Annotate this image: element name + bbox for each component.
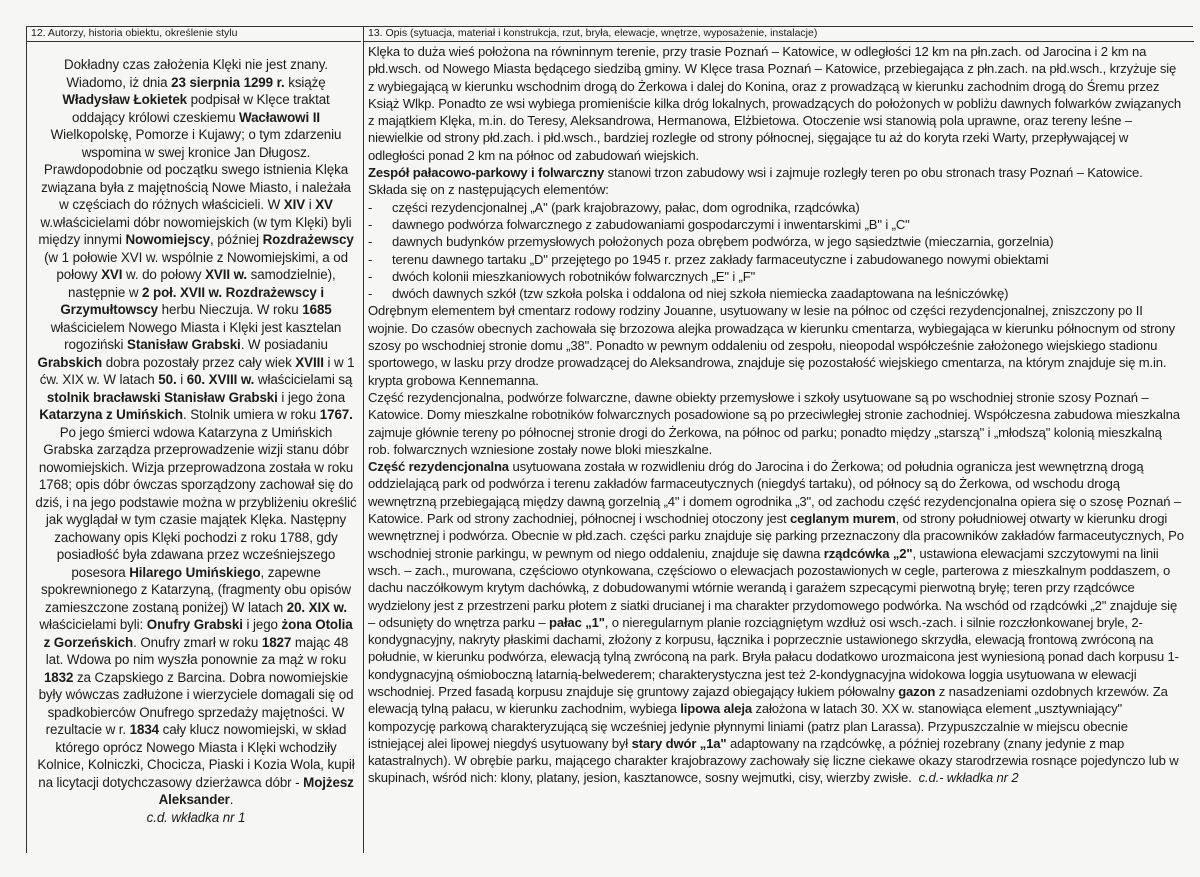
description-column — [363, 27, 1194, 853]
list-item: - części rezydencjonalnej „A" (park krajobrazowy, pałac, dom ogrodnika, rządcówka) — [368, 199, 1184, 216]
list-item: - dawnego podwórza folwarcznego z zabudowaniami gospodarczymi i inwentarskimi „B" i „C" — [368, 216, 1184, 233]
description-continued-note: c.d.- wkładka nr 2 — [918, 770, 1019, 786]
form-sheet — [26, 26, 1193, 853]
list-item: - dwóch kolonii mieszkaniowych robotników folwarcznych „E" i „F" — [368, 268, 1184, 285]
history-paragraph-2: Prawdopodobnie od początku swego istnienia Klęka związana była z majętnością Nowe Miasto, i należała w częściach do różnych właścicieli. W XIV i XV w.właścicielami dóbr nowomiejskich (w tym Klęki) byli między innymi Nowomiejscy, później Rozdrażewscy (w 1 połowie XVI w. wspólnie z Nowomiejskimi, a od połowy XVI w. do połowy XVII w. samodzielnie), następnie w 2 poł. XVII w. Rozdrażewscy i Grzymułtowscy herbu Nieczuja. W roku 1685 właścicielem Nowego Miasta i Klęki jest kasztelan rogoziński Stanisław Grabski. W posiadaniu Grabskich dobra pozostały przez cały wiek XVIII i w 1 ćw. XIX w. W latach 50. i 60. XVIII w. właścicielami są stolnik bracławski Stanisław Grabski i jego żona Katarzyna z Umińskich. Stolnik umiera w roku 1767. Po jego śmierci wdowa Katarzyna z Umińskich Grabska zarządza przeprowadzenie wizji stanu dóbr nowomiejskich. Wizja przeprowadzona została w roku 1768; opis dóbr ówczas sporządzony zachował się do dziś, i na jego podstawie można w przybliżeniu określić jak wyglądał w tym czasie majątek Klęka. Następny zachowany opis Klęki pochodzi z roku 1788, gdy posiadłość była zdawana przez wcześniejszego posesora Hilarego Umińskiego, zapewne spokrewnionego z Katarzyną, (fragmenty obu opisów zamieszczone zostaną poniżej) W latach 20. XIX w. właścicielami byli: Onufry Grabski i jego żona Otolia z Gorzeńskich. Onufry zmarł w roku 1827 mając 48 lat. Wdowa po nim wyszła ponownie za mąż w roku 1832 za Czapskiego z Barcina. Dobra nowomiejskie były wówczas zadłużone i wierzyciele domagali się od spadkobierców Onufrego sprzedaży majętności. W rezultacie w r. 1834 cały klucz nowomiejski, w skład którego oprócz Nowego Miasta i Klęki wchodziły Kolnice, Kolniczki, Chocicza, Piaski i Kozia Wola, kupił na licytacji dotychczasowy dzierżawca dóbr - Mojżesz Aleksander. — [35, 162, 357, 807]
description-text — [364, 42, 1194, 787]
history-header: 12. Autorzy, historia obiektu, określenie stylu — [27, 27, 361, 42]
history-continued-note: c.d. wkładka nr 1 — [146, 809, 246, 825]
description-zespol: Zespół pałacowo-parkowy i folwarczny stanowi trzon zabudowy wsi i zajmuje rozległy teren po obu stronach trasy Poznań – Katowice. Składa się on z następujących elementów: — [368, 165, 1143, 198]
history-paragraph-1: Dokładny czas założenia Klęki nie jest znany. Wiadomo, iż dnia 23 sierpnia 1299 r. książę Władysław Łokietek podpisał w Klęce traktat oddający królowi czeskiemu Wacławowi II Wielkopolskę, Pomorze i Kujawy; o tym zdarzeniu wspomina w swej kronice Jan Długosz. — [50, 57, 342, 160]
list-item: - dwóch dawnych szkół (tzw szkoła polska i oddalona od niej szkoła niemiecka zaadaptowana na leśniczówkę) — [368, 285, 1184, 302]
description-residential: Część rezydencjonalna usytuowana została w rozwidleniu dróg do Jarocina i do Żerkowa; od południa ogranicza jest wewnętrzną drogą oddzielającą park od podwórza i terenu zakładów farmaceutycznych (niegdyś tartaku), od północy są do Żerkowa, od wschodu drogą wewnętrzną przebiegającą między dawną gorzelnią „4" i domem ogrodnika „3", od zachodu część rezydencjonalna opiera się o szosę Poznań – Katowice. Park od strony zachodniej, północnej i wschodniej otoczony jest ceglanym murem, od strony południowej otwarty w kierunku drogi wewnętrznej i podwórza. Obecnie w płd.zach. części parku znajduje się parking przeznaczony dla pracowników zakładów farmaceutycznych, Po wschodniej stronie parkingu, w pewnym od niego oddaleniu, znajduje się dawna rządcówka „2", ustawiona elewacjami szczytowymi na linii wsch. – zach., murowana, częściowo otynkowana, częściowo o elewacjach pozostawionych w cegle, parterowa z mieszkalnym poddaszem, o dachu naczółkowym krytym dachówką, z dobudowanymi wtórnie werandą i garażem szpecącymi pierwotną bryłę; teren przy rządcówce wydzielony jest z przestrzeni parku płotem z siatki drucianej i ma charakter przydomowego podwórka. Na wschód od rządcówki „2" znajduje się – odsunięty do wnętrza parku – pałac „1", o nieregularnym planie rozciągniętym wzdłuż osi wsch.-zach. i silnie rozczłonkowanej bryle, 2-kondygnacyjny, nakryty płaskimi dachami, złożony z korpusu, łącznika i poprzecznie ustawionego skrzydła, elewacją frontową zwróconą na południe, w kierunku podwórza, elewacją tylną zwróconą na park. Bryła pałacu dodatkowo urozmaicona jest wyniesioną ponad dach korpusu 1-kondygnacyjną ośmioboczną latarnią-belwederem; charakterystyczna jest też 2-kondygnacyjna widokowa loggia usytuowana w elewacji wschodniej. Przed fasadą korpusu znajduje się gruntowy zajazd obiegający łukiem półowalny gazon z nasadzeniami ozdobnych krzewów. Za elewacją tylną pałacu, w kierunku zachodnim, wybiega lipowa aleja założona w latach 30. XX w. stanowiąca element „usztywniający" kompozycję parkową charakteryzującą się wcześniej jedynie płynnymi liniami (patrz plan Larassa). Przypuszczalnie w miejscu obecnie istniejącej alei lipowej niegdyś usytuowany był stary dwór „1a" adaptowany na rządcówkę, a później rozebrany (znany jedynie z map katastralnych). W obrębie parku, mającego charakter krajobrazowy zachowały się liczne ciekawe okazy starodrzewia rosnące pojedynczo lub w skupinach, wśród nich: klony, platany, jesion, kasztanowce, sosny wejmutki, cisy, wierzby zwisłe. c.d.- wkładka nr 2 — [368, 459, 1184, 786]
elements-list — [368, 199, 1184, 303]
description-layout: Część rezydencjonalna, podwórze folwarczne, dawne obiekty przemysłowe i szkoły usytuowane są po wschodniej stronie szosy Poznań – Katowice. Domy mieszkalne robotników folwarcznych posadowione są po przeciwległej stronie zachodniej. Współczesna zabudowa mieszkalna zajmuje głównie tereny po północnej stronie drogi do Żerkowa, na północ od parku; ponadto między „starszą" i „młodszą" kolonią mieszkalną rob. folwarcznych wzniesione zostały nowe bloki mieszkalne. — [368, 389, 1180, 457]
zespol-heading: Zespół pałacowo-parkowy i folwarczny — [368, 165, 605, 181]
list-item: - dawnych budynków przemysłowych położonych poza obrębem podwórza, w jego sąsiedztwie (mieczarnia, gorzelnia) — [368, 233, 1184, 250]
description-cemetery: Odrębnym elementem był cmentarz rodowy rodziny Jouanne, usytuowany w lesie na północ od części rezydencjonalnej, zniszczony po II wojnie. Do czasów obecnych zachowała się brzozowa alejka prowadząca w kierunku cmentarza, wybiegająca w kierunku północnym od strony szosy po wschodniej stronie domu „38". Ponadto w pewnym oddaleniu od zespołu, nieopodal współcześnie założonego wiejskiego stadionu sportowego, w lasku przy drodze prowadzącej do Aleksandrowa, znajduje się pozostałość wiejskiego cmentarza, na którym znajduje się m.in. krypta grobowa Kennemanna. — [368, 303, 1175, 388]
description-header: 13. Opis (sytuacja, materiał i konstrukcja, rzut, bryła, elewacje, wnętrze, wyposażenie, instalacje) — [364, 27, 1194, 42]
history-text — [27, 42, 361, 826]
history-column — [27, 27, 361, 853]
description-intro: Klęka to duża wieś położona na równinnym terenie, przy trasie Poznań – Katowice, w odległości 12 km na płn.zach. od Jarocina i 2 km na płd.wsch. od Nowego Miasta będącego siedzibą gminy. W Klęce trasa Poznań – Katowice, przebiegająca z płn.zach. na płd.wsch., krzyżuje się z wybiegającą w kierunku wschodnim drogą do Żerkowa i dalej do Konina, oraz z prowadzącą w kierunku zachodnim drogą do Śremu przez Książ Wlkp. Ponadto ze wsi wybiega promieniście kilka dróg lokalnych, prowadzących do położonych w pobliżu dawnych folwarków związanych z majątkiem Klęka, m.in. do Teresy, Aleksandrowa, Hermanowa, Elżbietowa. Otoczenie wsi stanowią pola uprawne, oraz tereny leśne – niewielkie od strony płd.zach. i płd.wsch., bardziej rozległe od strony północnej, sięgające tu aż do koryta rzeki Warty, przepływającej w odległości ponad 2 km na północ od zabudowań wiejskich. — [368, 44, 1182, 163]
list-item: - terenu dawnego tartaku „D" przejętego po 1945 r. przez zakłady farmaceutyczne i zabudowanego nowymi obiektami — [368, 251, 1184, 268]
